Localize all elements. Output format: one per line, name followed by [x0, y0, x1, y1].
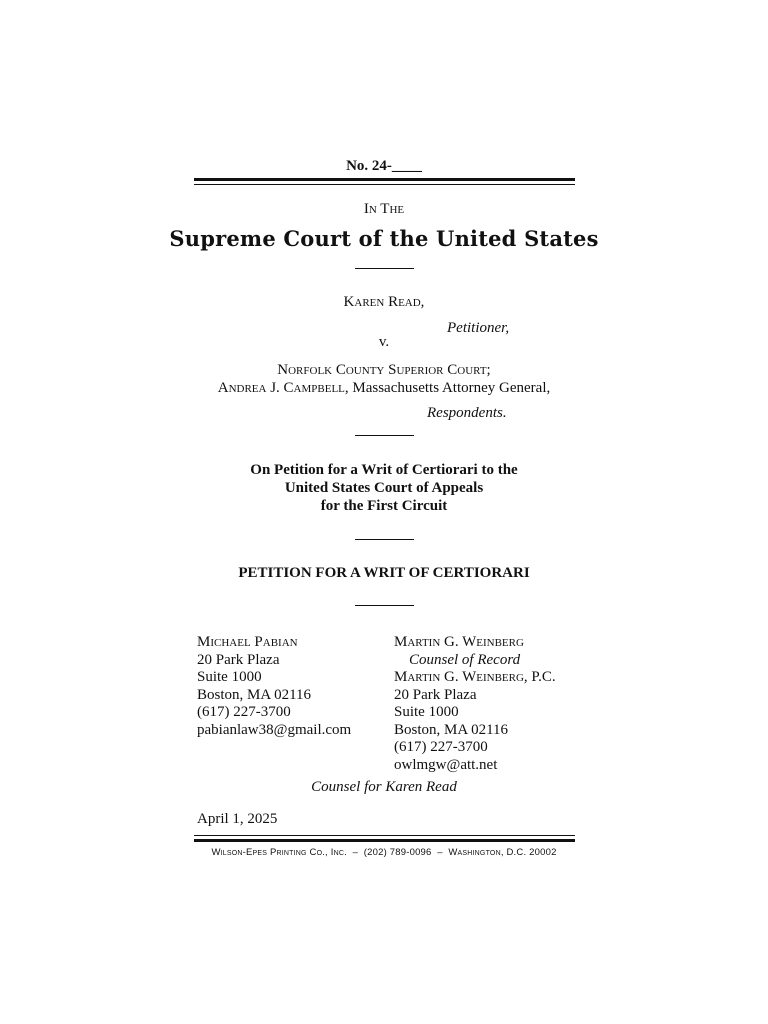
- petition-on-line: United States Court of Appeals: [284, 480, 484, 496]
- bottom-rule-thick: [194, 839, 575, 842]
- petition-on-line: for the First Circuit: [320, 498, 448, 514]
- counsel-left-line: (617) 227-3700: [197, 704, 291, 720]
- court-name: Supreme Court of the United States: [169, 226, 599, 251]
- counsel-right-line: Suite 1000: [394, 704, 459, 720]
- respondents-role: Respondents.: [427, 405, 507, 421]
- docket-number: [0, 158, 768, 175]
- document-title: PETITION FOR A WRIT OF CERTIORARI: [238, 565, 530, 581]
- counsel-left-line: 20 Park Plaza: [197, 651, 280, 668]
- counsel-left-line: Boston, MA 02116: [197, 686, 312, 703]
- counsel-right-line: (617) 227-3700: [394, 739, 488, 755]
- bottom-rule-thin: [194, 835, 575, 836]
- counsel-left-line: Suite 1000: [197, 669, 262, 685]
- petitioner-name: Karen Read,: [343, 294, 425, 310]
- printer-footer: Wilson-Epes Printing Co., Inc. – (202) 789-0096 – Washington, D.C. 20002: [211, 847, 557, 858]
- respondent-title: Massachusetts Attorney General,: [348, 380, 551, 396]
- counsel-right-firm: Martin G. Weinberg, P.C.: [394, 669, 556, 685]
- respondent-line-2: [0, 380, 768, 397]
- petitioner-role: Petitioner,: [447, 320, 510, 336]
- counsel-right-email: owlmgw@att.net: [394, 756, 498, 773]
- top-rule-thick: [194, 178, 575, 181]
- section-divider: [355, 605, 414, 606]
- filing-date: April 1, 2025: [197, 811, 278, 827]
- section-divider: [355, 539, 414, 540]
- section-divider: [355, 435, 414, 436]
- petition-on-line: On Petition for a Writ of Certiorari to the: [250, 462, 518, 478]
- counsel-right: [394, 634, 556, 774]
- docket-label: No. 24-: [346, 158, 392, 174]
- counsel-right-line: 20 Park Plaza: [394, 686, 477, 703]
- petition-on-block: [0, 461, 768, 515]
- counsel-for: Counsel for Karen Read: [311, 779, 457, 795]
- top-rule-thin: [194, 184, 575, 185]
- counsel-left: [197, 634, 351, 739]
- counsel-right-name: Martin G. Weinberg: [394, 634, 524, 650]
- counsel-of-record: Counsel of Record: [409, 651, 521, 668]
- counsel-left-email: pabianlaw38@gmail.com: [197, 721, 352, 738]
- docket-blank: ____: [391, 158, 422, 174]
- counsel-right-line: Boston, MA 02116: [394, 721, 509, 738]
- respondent-line-1: Norfolk County Superior Court;: [277, 362, 491, 378]
- respondent-name: Andrea J. Campbell,: [217, 380, 349, 396]
- in-the-label: In The: [363, 201, 405, 217]
- counsel-left-name: Michael Pabian: [197, 634, 298, 650]
- versus: v.: [378, 334, 390, 350]
- section-divider: [355, 268, 414, 269]
